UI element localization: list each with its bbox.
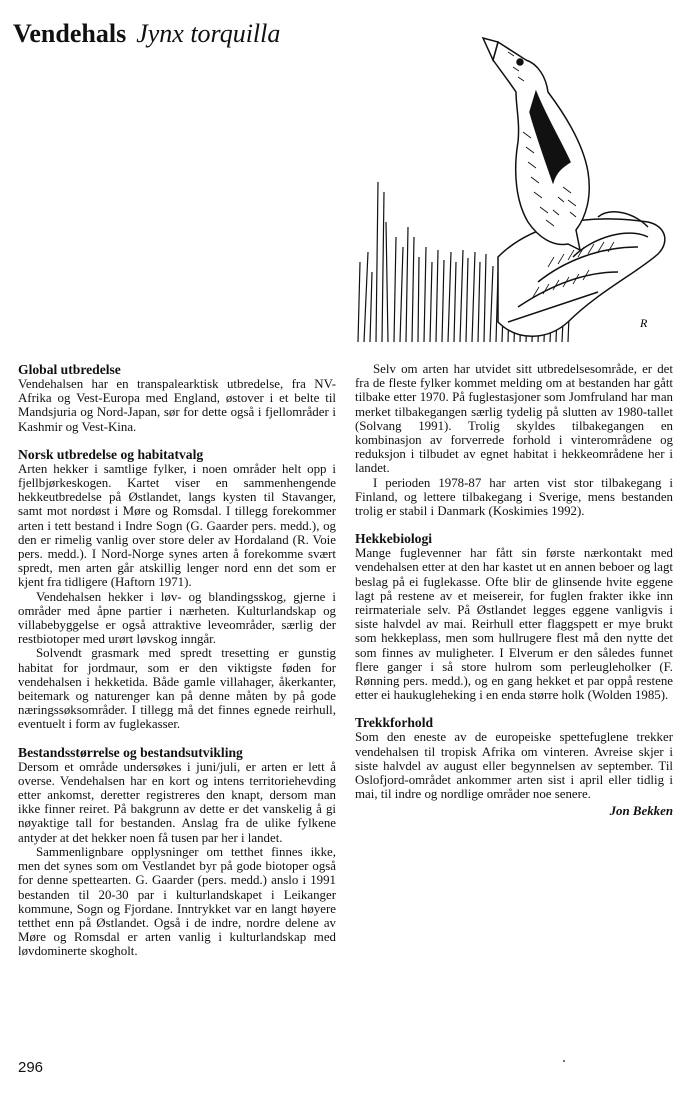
paragraph: Vendehalsen har en transpalearktisk utbredelse, fra NV-Afrika og Vest-Europa med England, østover i et belte til Mandsjuria og Nord-Japan, sør for dette også i fjellområder i Kashmir og Vest-Kina.	[18, 377, 336, 434]
left-column	[18, 362, 336, 972]
paragraph: Vendehalsen hekker i løv- og blandingsskog, gjerne i områder med åpne partier i nærheten. Kulturlandskap og villabebyggelse er også attraktive leveområder, særlig der restbiotoper med urørt løvskog inngår.	[18, 589, 336, 647]
paragraph: Arten hekker i samtlige fylker, i noen områder helt opp i fjellbjørkeskogen. Kartet viser en sammenhengende hekkeutbredelse på Østlandet, langs kysten til Stavanger, samt mot nordøst i Møre og Romsdal. I tillegg forekommer arten i tett bestand i Indre Sogn (G. Gaarder pers. medd.), og den er rimelig vanlig over store deler av Hordaland (R. Voie pers. medd.). I Nord-Norge synes arten å forekomme svært spredt, men arten går atskillig lenger nord enn det som er kjent fra tidligere (Haftorn 1971).	[18, 461, 336, 590]
species-latin-name: Jynx torquilla	[136, 19, 281, 48]
wryneck-illustration	[348, 22, 678, 352]
section-heading: Norsk utbredelse og habitatvalg	[18, 446, 204, 462]
paragraph: Mange fuglevenner har fått sin første nærkontakt med vendehalsen etter at den har kastet ut en annen beboer og lagt beslag på ei fuglekasse. Ofte blir de glinsende hvite eggene lagt på restene av et meisereir, for fuglen frakter ikke inn reirmateriale selv. På Østlandet legges eggene vanligvis i siste halvdel av mai. Reirhull etter flaggspett er mye brukt som hekkeplass, men som hullrugere flest må den nytte det som finnes av muligheter. I Elverum er den således funnet flere ganger i så store hulrom som perleugleholker (F. Rønning pers. medd.), og en gang hekket et par oppå restene etter ei haukugleheking i en enda større holk (Wolden 1985).	[355, 546, 673, 703]
artist-signature: R	[640, 316, 648, 330]
paragraph: Selv om arten har utvidet sitt utbredelsesområde, er det fra de fleste fylker kommet melding om at bestanden har gått tilbake etter 1970. På fuglestasjoner som Jomfruland har man merket tilbakegangen særlig tydelig på slutten av 1980-tallet (Solvang 1991). Trolig skyldes tilbakegangen en kombinasjon av forverrede forhold i vinterområdene og reduksjon i tilbudet av egnet habitat i hekkeområdene her i landet.	[355, 362, 673, 476]
paragraph: Dersom et område undersøkes i juni/juli, er arten er lett å overse. Vendehalsen har en kort og intens territoriehevding etter ankomst, deretter registreres den knapt, dersom man ikke finner reiret. På bakgrunn av dette er det vanskelig å gi nøyaktige tall for bestanden. Anslag fra de ulike fylkene antyder at det hekker noen få tusen par her i landet.	[18, 759, 336, 845]
page-number: 296	[18, 1059, 44, 1076]
section-heading: Trekkforhold	[355, 715, 434, 731]
paragraph: Solvendt grasmark med spredt tresetting er gunstig habitat for jordmaur, som er den viktigste føden for vendehalsen i hekketida. Både gamle villahager, åkerkanter, beitemark og naturenger kan på denne måten by på gode næringssøksområder. I tillegg må det finnes egnede reirhull, eventuelt i form av fuglekasser.	[18, 646, 336, 732]
section-bestand-cont	[355, 362, 673, 518]
paragraph: I perioden 1978-87 har arten vist stor tilbakegang i Finland, og lettere tilbakegang i Sverige, mens bestanden trolig er stabil i Danmark (Koskimies 1992).	[355, 475, 673, 519]
right-column	[355, 362, 673, 832]
section-bestand	[18, 745, 336, 959]
author-name: Jon Bekken	[609, 804, 673, 819]
section-global	[18, 362, 336, 434]
section-heading: Hekkebiologi	[355, 531, 433, 547]
paragraph: Som den eneste av de europeiske spettefuglene trekker vendehalsen til tropisk Afrika om vinteren. Avreise skjer i siste halvdel av august eller begynnelsen av september. Til Oslofjord-området ankommer arten sist i april eller tidlig i mai, til indre og nordlige områder noe senere.	[355, 730, 673, 802]
section-trekk	[355, 715, 673, 818]
section-heading: Global utbredelse	[18, 362, 121, 377]
section-heading: Bestandsstørrelse og bestandsutvikling	[18, 744, 243, 760]
page-title	[13, 18, 280, 50]
section-hekke	[355, 531, 673, 702]
species-common-name: Vendehals	[13, 19, 127, 48]
section-norsk	[18, 447, 336, 732]
print-speck	[563, 1060, 565, 1062]
paragraph-continued: Sammenlignbare opplysninger om tetthet finnes ikke, men det synes som om Vestlandet byr på gode biotoper også for denne spettearten. G. Gaarder (pers. medd.) anslo i 1991 bestanden til 20-30 par i kulturlandskapet i Leikanger kommune, Sogn og Fjordane. Inntrykket var en langt høyere tetthet enn på Østlandet. Også i de indre, nordre delene av Møre og Romsdal er arten vanlig i kulturlandskap med løvdominerte skogholt.	[18, 844, 336, 959]
